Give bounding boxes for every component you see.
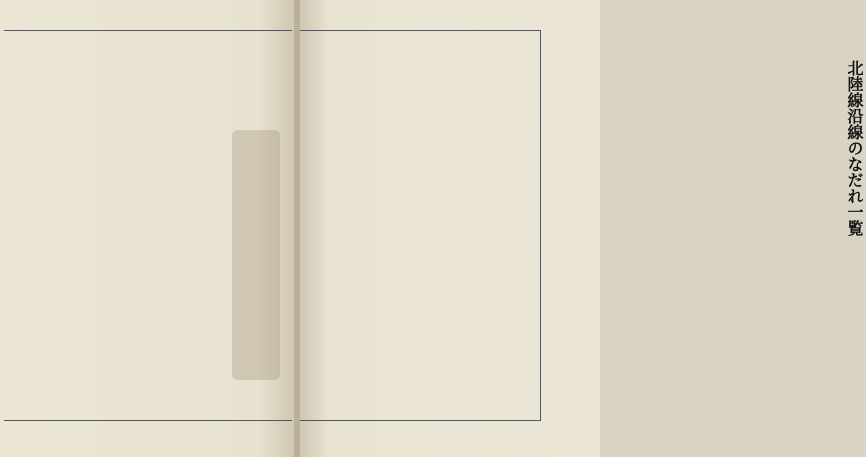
table-column [83,36,97,416]
table-column [209,36,223,416]
table-column [146,36,160,416]
table-column [346,36,360,416]
table-column [314,36,328,416]
table-column [167,36,181,416]
table-column [104,36,118,416]
table-column [330,36,344,416]
table-column [442,36,456,416]
table-column [188,36,202,416]
table-column [20,36,34,416]
table-column [474,36,488,416]
table-column [394,36,408,416]
left-page [0,0,294,457]
table-bottom-rule [4,420,292,421]
table-top-rule [300,30,540,31]
table-column [490,36,504,416]
table-top-rule [4,30,292,31]
table-edge-rule [540,30,541,421]
right-page [300,0,864,457]
table-column [506,36,520,416]
table-column [41,36,55,416]
table-column [458,36,472,416]
table-column [125,36,139,416]
table-column [230,36,244,416]
table-column [378,36,392,416]
table-column [272,36,286,416]
table-column [62,36,76,416]
table-column [522,36,536,416]
page-title: 北陸線沿線のなだれ一覧 [845,60,864,236]
table-column [362,36,376,416]
table-column [426,36,440,416]
table-column [251,36,265,416]
table-column [410,36,424,416]
table-bottom-rule [300,420,540,421]
